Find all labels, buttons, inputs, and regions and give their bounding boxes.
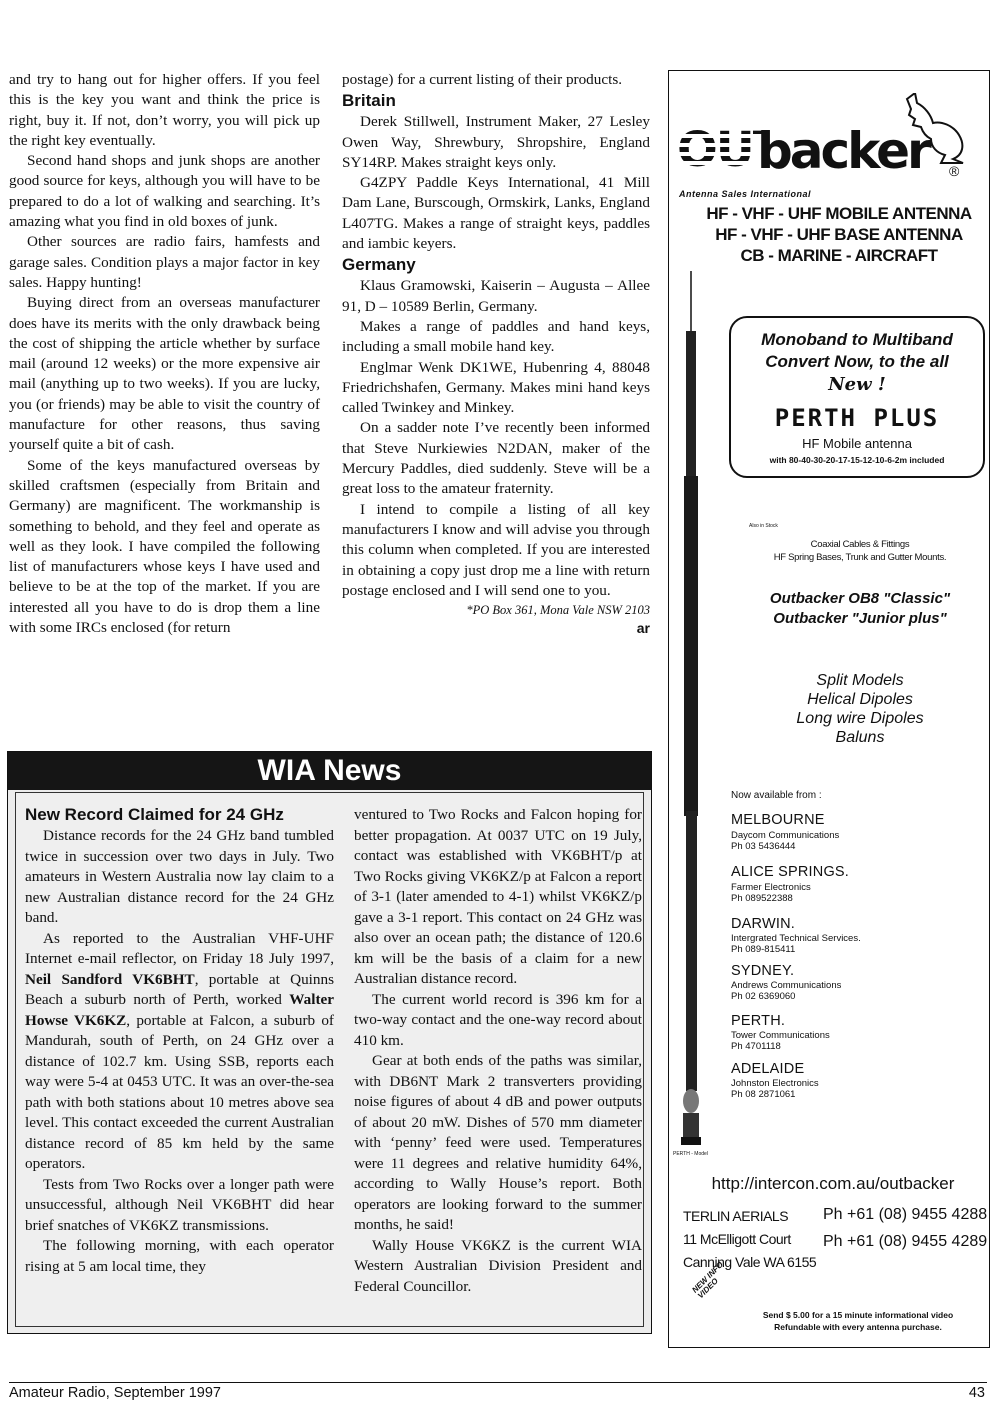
video-offer: Refundable with every antenna purchase. <box>774 1322 942 1332</box>
product-item: Split Models <box>816 672 904 689</box>
dealer-phone: Ph 02 6369060 <box>731 991 796 1002</box>
stock-note: Also in Stock <box>749 523 778 529</box>
dealer-phone: Ph 03 5436444 <box>731 841 796 852</box>
kangaroo-icon <box>901 93 971 168</box>
dealer-name: Tower Communications <box>731 1030 830 1041</box>
paragraph: The current world record is 396 km for a two-way contact and the one-way record about 410 km. <box>354 990 642 1049</box>
paragraph: Second hand shops and junk shops are another good source for keys, although you will have to be prepared to do a lot of walking and searching. It’s amazing what you find in old boxes of junk. <box>9 152 320 231</box>
paragraph: postage) for a current listing of their products. <box>342 71 623 88</box>
end-mark: ar <box>636 620 650 637</box>
logo-out: OUT <box>677 111 769 189</box>
perth-plus-callout <box>729 316 985 478</box>
paragraph: Tests from Two Rocks over a longer path were unsuccessful, although Neil VK6BHT did hear brief snatches of VK6KZ transmissions. <box>25 1175 334 1234</box>
dealer-phone: Ph 089-815411 <box>731 944 796 955</box>
callout-line: Convert Now, to the all <box>765 352 949 371</box>
paragraph: Buying direct from an overseas manufacturer does have its merits with the only drawback being the cost of shipping the article whether by surface mail (around 12 weeks) or the more expensive air mail (anything up to two weeks). If you are lucky, you (or friends) may be able to visit the country of manufacture for other reasons, thus saving yourself quite a bit of cash. <box>9 294 320 454</box>
callout-line: HF Mobile antenna <box>802 436 912 451</box>
now-available-label: Now available from : <box>731 790 822 801</box>
dealer-city: ADELAIDE <box>731 1061 805 1077</box>
wia-news-content <box>15 792 644 1327</box>
dealer-city: ALICE SPRINGS. <box>731 864 850 880</box>
wia-news-banner: WIA News <box>8 752 651 790</box>
product-line: HF - VHF - UHF BASE ANTENNA <box>715 225 963 244</box>
paragraph: and try to hang out for higher offers. If you feel this is the key you want and think the price is right, buy it. If not, don’t worry, you will pick up the right key eventually. <box>9 71 320 149</box>
callout-line: Monoband to Multiband <box>761 330 953 349</box>
logo-subtitle: Antenna Sales International <box>679 189 812 199</box>
perth-plus-logo: PERTH PLUS <box>774 404 940 432</box>
dealer-city: PERTH. <box>731 1013 786 1029</box>
wia-news-box <box>7 751 652 1334</box>
product-line: HF - VHF - UHF MOBILE ANTENNA <box>706 204 972 223</box>
wia-column-1 <box>25 805 334 1277</box>
dealer-phone: Ph 4701118 <box>731 1041 781 1052</box>
phone-number: Ph +61 (08) 9455 4288 <box>823 1206 988 1223</box>
video-offer: Send $ 5.00 for a 15 minute informational video <box>762 1310 954 1320</box>
image-caption: PERTH - Model <box>673 1151 708 1157</box>
paragraph: On a sadder note I’ve recently been informed that Steve Nurkiewies N2DAN, maker of the Mercury Paddles, died suddenly. Steve will be a great loss to the amateur fraternity. <box>342 419 650 498</box>
dealer-phone: Ph 08 2871061 <box>731 1089 796 1100</box>
paragraph: Gear at both ends of the paths was similar, with DB6NT Mark 2 transverters providing noise figures of about 4 dB and power outputs of about 20 mW. Dishes of 570 mm diameter with ‘penny’ feed were used. Temperatures were 11 degrees and relative humidity 64%, according to Wally House’s report. Both operators are looking forward to the summer months, he said! <box>354 1052 642 1233</box>
new-video-badge: NEW INFO VIDEO <box>690 1260 725 1301</box>
text: , portable at Falcon, a suburb of Mandurah, south of Perth, on 24 GHz over a distance of 102.7 km. Using SSB, reports each way were 5-4 at 0453 UTC. It was an over-the-sea path with both stations about 10 metres above sea level. This contact exceeded the current Australian distance record of 85 km held by the same operators. <box>25 1011 334 1172</box>
logo-backer: backer <box>757 122 929 180</box>
dealer-city: SYDNEY. <box>731 963 795 979</box>
antenna-image <box>669 271 729 1171</box>
model-line: Outbacker "Junior plus" <box>773 610 947 627</box>
wia-headline: New Record Claimed for 24 GHz <box>25 805 284 824</box>
outbacker-advertisement <box>668 70 990 1348</box>
dealer-name: Johnston Electronics <box>731 1078 819 1089</box>
article-column-2 <box>342 70 650 637</box>
text: As reported to the Australian VHF-UHF Internet e-mail reflector, on Friday 18 July 1997, <box>25 929 334 967</box>
callsign-name: Neil Sandford VK6BHT <box>25 970 195 988</box>
paragraph: I intend to compile a listing of all key manufacturers I know and will advise you through this column when completed. If you are interested in obtaining a copy just drop me a line with return postage enclosed and I will send one to you. <box>342 500 650 599</box>
dealer-phone: Ph 089522388 <box>731 893 793 904</box>
callout-line: with 80-40-30-20-17-15-12-10-6-2m included <box>769 455 945 465</box>
address-line: TERLIN AERIALS <box>683 1208 789 1224</box>
paragraph: The following morning, with each operator rising at 5 am local time, they <box>25 1237 334 1275</box>
footer-divider <box>9 1382 987 1383</box>
model-line: Outbacker OB8 "Classic" <box>769 590 951 607</box>
address-line: 11 McElligott Court <box>683 1231 791 1247</box>
dealer-name: Intergrated Technical Services. <box>731 933 861 944</box>
publication-info: Amateur Radio, September 1997 <box>9 1385 221 1401</box>
paragraph: Wally House VK6KZ is the current WIA Western Australian Division President and Federal Councillor. <box>354 1236 642 1295</box>
paragraph: Distance records for the 24 GHz band tumbled twice in succession over two days in July. Two amateurs in Western Australia now lay claim to a new Australian distance record for the 24 GHz band. <box>25 827 334 926</box>
page-number: 43 <box>968 1385 985 1401</box>
callsign-name: Walter Howse VK6KZ <box>25 991 334 1029</box>
paragraph: Klaus Gramowski, Kaiserin – Augusta – Allee 91, D – 10589 Berlin, Germany. <box>342 277 650 315</box>
address-line: Canning Vale WA 6155 <box>683 1254 817 1270</box>
paragraph: Derek Stillwell, Instrument Maker, 27 Lesley Owen Way, Shrewbury, Shropshire, England SY14RP. Makes straight keys only. <box>342 113 650 171</box>
text: , portable at Quinns Beach a suburb north of Perth, worked <box>25 970 334 1008</box>
product-line: CB - MARINE - AIRCRAFT <box>740 246 938 265</box>
product-item: Long wire Dipoles <box>796 710 924 727</box>
paragraph: Some of the keys manufactured overseas by skilled craftsmen (especially from Britain and Germany) are magnificent. The workmanship is something to behold, and they feel and operate as well as they look. I have compiled the following list of manufacturers whose keys I have used and believe to be at the top of the market. If you are interested all you have to do is drop them a line with some IRCs enclosed (for return <box>9 456 320 637</box>
accessory-line: HF Spring Bases, Trunk and Gutter Mounts. <box>773 552 947 563</box>
website-url: http://intercon.com.au/outbacker <box>711 1174 955 1193</box>
section-heading-britain: Britain <box>342 91 396 111</box>
paragraph: Other sources are radio fairs, hamfests and garage sales. Condition plays a major factor in key sales. Happy hunting! <box>9 233 320 291</box>
article-column-1 <box>9 70 320 638</box>
dealer-name: Daycom Communications <box>731 830 840 841</box>
paragraph: Makes a range of paddles and hand keys, including a small mobile hand key. <box>342 317 650 356</box>
dealer-name: Farmer Electronics <box>731 882 811 893</box>
product-item: Baluns <box>835 729 885 746</box>
paragraph: G4ZPY Paddle Keys International, 41 Mill Dam Lane, Burscough, Ormskirk, Lanks, England L407TG. Makes a range of straight keys, paddles and iambic keyers. <box>342 174 650 253</box>
author-address: *PO Box 361, Mona Vale NSW 2103 <box>466 603 650 618</box>
dealer-city: MELBOURNE <box>731 812 825 828</box>
paragraph: Englmar Wenk DK1WE, Hubenring 4, 88048 Friedrichshafen, Germany. Makes mini hand keys called Twinkey and Minkey. <box>342 358 650 417</box>
paragraph <box>25 929 334 1175</box>
product-item: Helical Dipoles <box>807 691 913 708</box>
dealer-city: DARWIN. <box>731 916 795 932</box>
section-heading-germany: Germany <box>342 255 416 275</box>
dealer-name: Andrews Communications <box>731 980 842 991</box>
accessory-line: Coaxial Cables & Fittings <box>810 539 910 550</box>
phone-number: Ph +61 (08) 9455 4289 <box>823 1233 988 1250</box>
registered-mark: ® <box>949 163 960 179</box>
wia-column-2 <box>354 805 642 1297</box>
paragraph: ventured to Two Rocks and Falcon hoping for better propagation. At 0037 UTC on 19 July, contact was established with VK6BHT/p at Two Rocks giving VK6KZ/p at Falcon a report of 3-1 (later amended to 4-1) whilst VK6KZ/p gave a 3-1 report. This contact on 24 GHz was also over an ocean path; the distance of 120.6 km will be the basis of a claim for a new Australian distance record. <box>354 806 642 987</box>
callout-line: New ! <box>828 374 886 395</box>
